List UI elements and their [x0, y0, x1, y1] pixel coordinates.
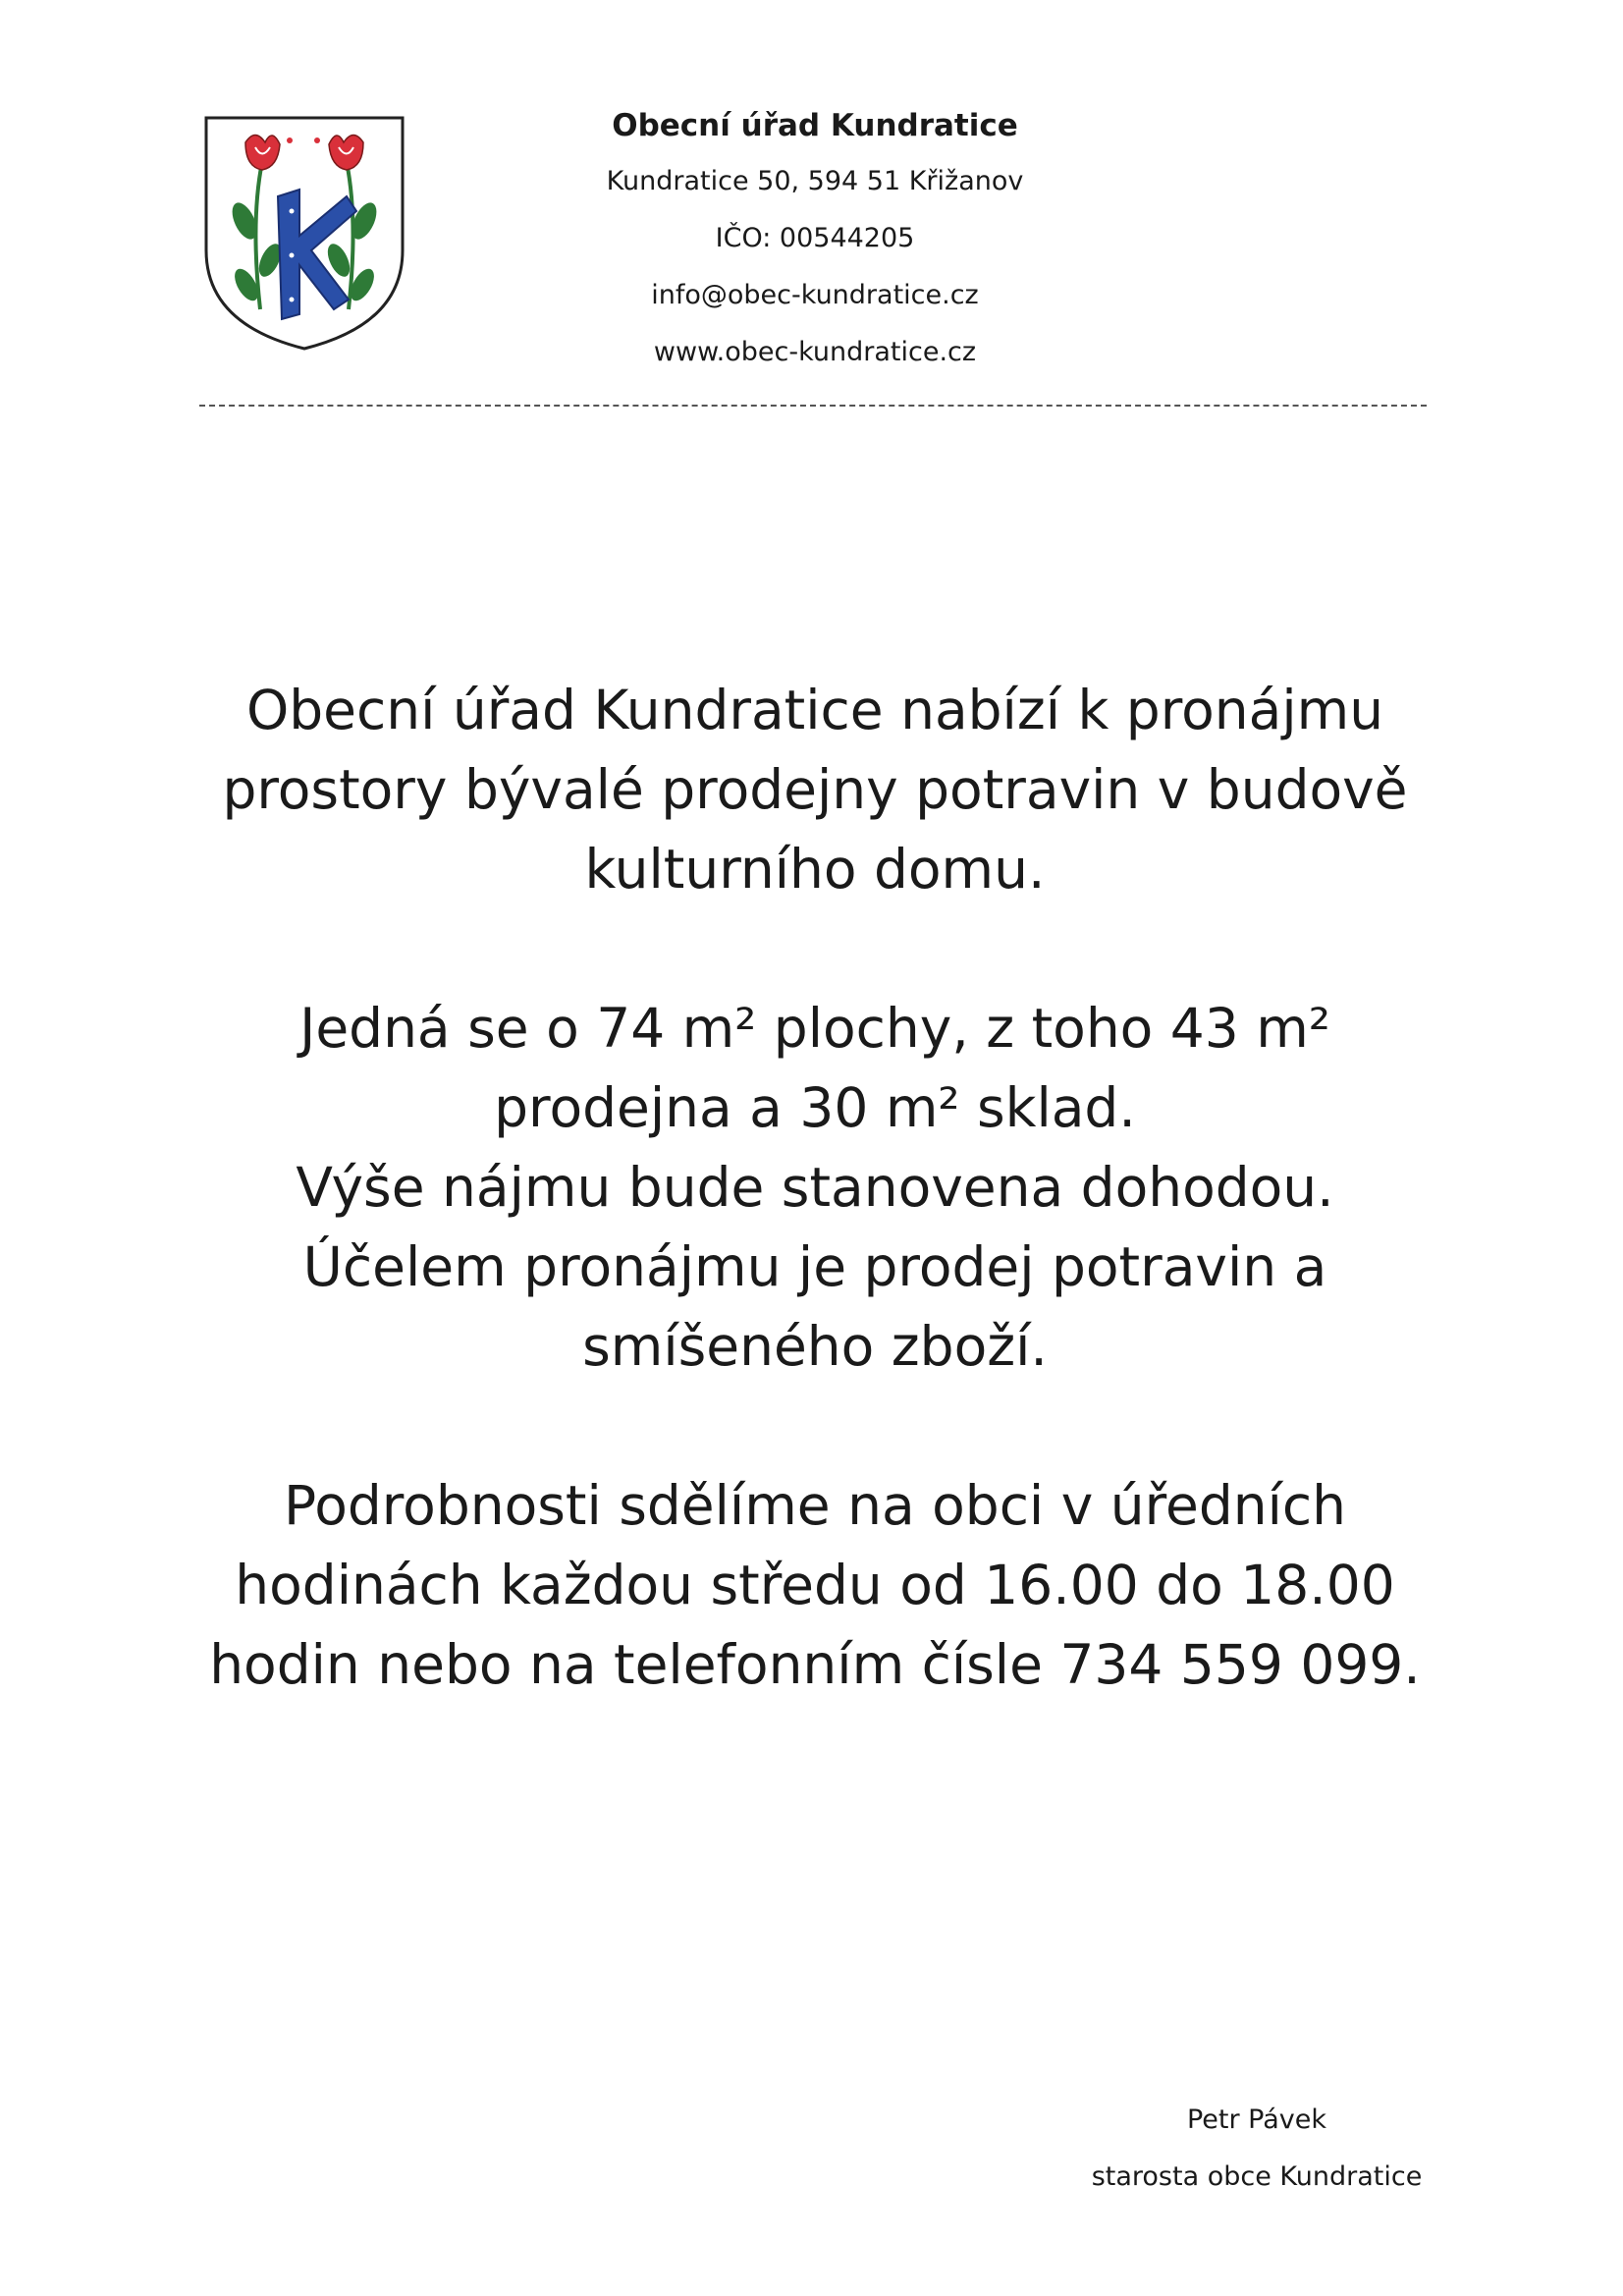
- notice-line: prostory bývalé prodejny potravin v budově: [222, 758, 1408, 821]
- signatory-name: Petr Pávek: [1186, 2105, 1327, 2135]
- signatory-role: starosta obce Kundratice: [1091, 2161, 1423, 2192]
- company-id: IČO: 00544205: [715, 223, 915, 253]
- signature-block: [1060, 2092, 1453, 2206]
- notice-line: Výše nájmu bude stanovena dohodou.: [296, 1156, 1334, 1219]
- notice-body: [157, 671, 1473, 1705]
- email-link[interactable]: info@obec-kundratice.cz: [651, 280, 979, 310]
- notice-line: hodinách každou středu od 16.00 do 18.00: [235, 1554, 1395, 1616]
- website-link[interactable]: www.obec-kundratice.cz: [653, 337, 977, 367]
- header-divider: [199, 405, 1427, 407]
- letterhead: [550, 98, 1080, 381]
- address: Kundratice 50, 594 51 Křižanov: [606, 166, 1024, 196]
- notice-line: prodejna a 30 m² sklad.: [494, 1076, 1136, 1139]
- notice-line: Podrobnosti sdělíme na obci v úředních: [284, 1474, 1346, 1537]
- notice-line: Účelem pronájmu je prodej potravin a: [302, 1235, 1327, 1298]
- notice-line: Obecní úřad Kundratice nabízí k pronájmu: [245, 679, 1384, 741]
- notice-line: kulturního domu.: [584, 838, 1046, 901]
- organization-name: Obecní úřad Kundratice: [612, 108, 1018, 143]
- coat-of-arms-icon: [201, 113, 407, 354]
- notice-line: smíšeného zboží.: [582, 1315, 1048, 1378]
- notice-line: hodin nebo na telefonním čísle 734 559 099.: [209, 1633, 1421, 1696]
- notice-line: Jedná se o 74 m² plochy, z toho 43 m²: [299, 997, 1330, 1060]
